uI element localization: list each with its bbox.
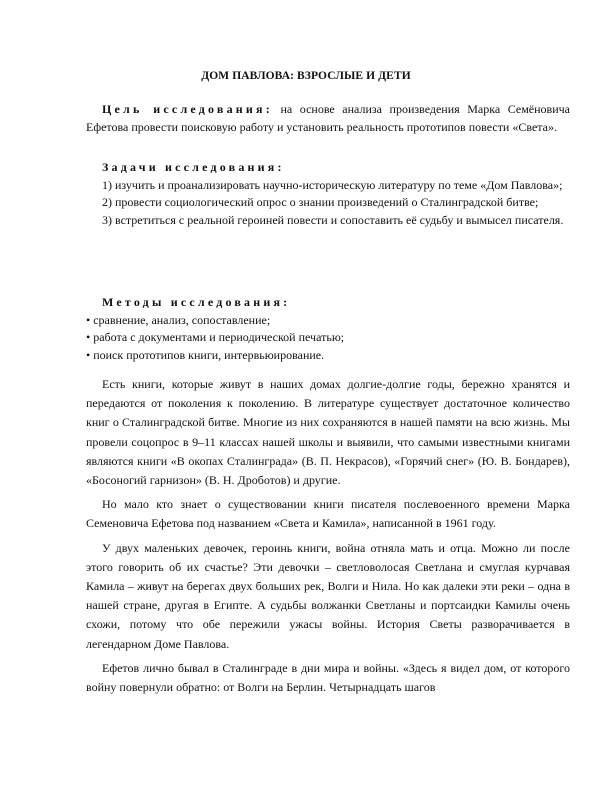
methods-section: [86, 294, 570, 364]
document-title: ДОМ ПАВЛОВА: ВЗРОСЛЫЕ И ДЕТИ: [201, 70, 411, 82]
task-item: 1) изучить и проанализировать научно-историческую литературу по теме «Дом Павлова»;: [102, 177, 563, 192]
goal-paragraph: [86, 101, 570, 136]
body-paragraph: Есть книги, которые живут в наших домах долгие-долгие годы, бережно хранятся и передаются от поколения к поколению. В литературе существует достаточное количество книг о Сталинградской битве. Многие из них сохраняются в нашей памяти на всю жизнь. Мы провели соцопрос в 9–11 классах нашей школы и выявили, что самыми известными книгами являются книги «В окопах Сталинграда» (В. П. Некрасов), «Горячий снег» (Ю. В. Бондарев), «Босоногий гарнизон» (В. Н. Дроботов) и другие.: [86, 377, 570, 488]
task-item: 2) провести социологический опрос о знании произведений о Сталинградской битве;: [102, 195, 539, 209]
tasks-label: Задачи исследования:: [102, 160, 285, 174]
method-item: • работа с документами и периодической печатью;: [86, 330, 345, 344]
goal-label: Цель исследования:: [102, 102, 273, 116]
body-paragraph: Но мало кто знает о существовании книги писателя послевоенного времени Марка Семеновича Ефетова под названием «Света и Камила», написанной в 1961 году.: [86, 497, 570, 531]
body-paragraph: Ефетов лично бывал в Сталинграде в дни мира и войны. «Здесь я видел дом, от которого войну повернули обратно: от Волги на Берлин. Четырнадцать шагов: [86, 660, 570, 695]
method-item: • поиск прототипов книги, интервьюирование.: [86, 347, 325, 362]
body-paragraph: У двух маленьких девочек, героинь книги, война отняла мать и отца. Можно ли после этого говорить об их счастье? Эти девочки – светловолосая Светлана и смуглая курчавая Камила – живут на берегах двух больших рек, Волги и Нила. Но как далеки эти реки – одна в нашей стране, другая в Египте. А судьбы волжанки Светланы и портсаидки Камилы очень схожи, потому что обе пережили ужасы войны. История Светы разворачивается в легендарном Доме Павлова.: [86, 540, 570, 651]
body-text: [86, 375, 570, 697]
goal-text: на основе анализа произведения Марка Семёновича Ефетова провести поисковую работу и установить реальность прототипов повести «Света».: [86, 102, 570, 134]
method-item: • сравнение, анализ, сопоставление;: [86, 312, 271, 327]
task-item: 3) встретиться с реальной героиней повести и сопоставить её судьбу и вымысел писателя.: [102, 212, 564, 227]
goal-section: [86, 101, 570, 136]
tasks-section: [86, 159, 570, 229]
methods-label: Методы исследования:: [102, 295, 291, 309]
